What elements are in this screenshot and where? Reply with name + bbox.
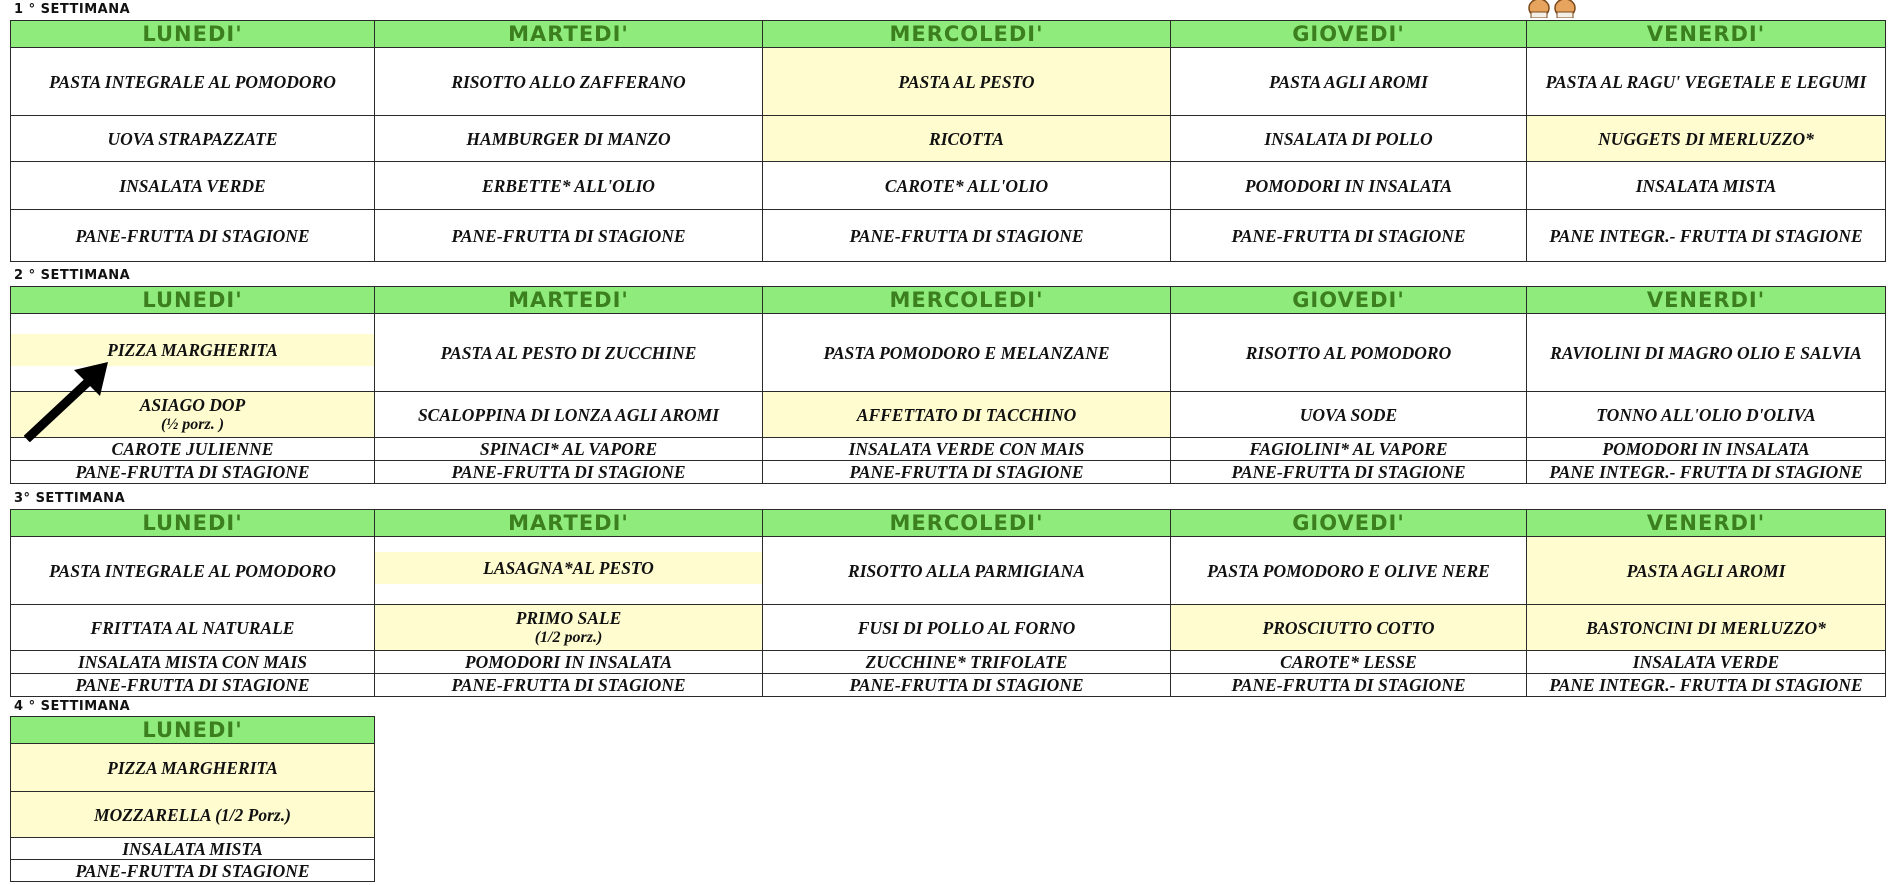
week-1-label: 1 ° SETTIMANA [14, 2, 131, 17]
menu-cell: INSALATA DI POLLO [1171, 116, 1527, 162]
menu-cell: NUGGETS DI MERLUZZO* [1527, 116, 1886, 162]
pizza-margherita-label: PIZZA MARGHERITA [11, 334, 374, 366]
menu-cell: INSALATA MISTA [1527, 162, 1886, 210]
menu-cell: POMODORI IN INSALATA [1527, 438, 1886, 461]
table-row [11, 438, 1886, 461]
table-row [11, 162, 1886, 210]
table-row [11, 838, 375, 860]
week-3-label: 3° SETTIMANA [14, 491, 126, 506]
day-header-giovedi: GIOVEDI' [1171, 510, 1527, 537]
menu-cell: SCALOPPINA DI LONZA AGLI AROMI [375, 392, 763, 438]
menu-cell: PASTA INTEGRALE AL POMODORO [11, 537, 375, 605]
menu-cell: POMODORI IN INSALATA [1171, 162, 1527, 210]
menu-cell: FUSI DI POLLO AL FORNO [763, 605, 1171, 651]
menu-cell: PASTA AL PESTO DI ZUCCHINE [375, 314, 763, 392]
primo-sale-label: PRIMO SALE [515, 607, 622, 628]
menu-cell: INSALATA MISTA CON MAIS [11, 651, 375, 674]
table-row [11, 314, 1886, 392]
menu-cell [375, 605, 763, 651]
menu-cell: INSALATA VERDE CON MAIS [763, 438, 1171, 461]
menu-cell: FAGIOLINI* AL VAPORE [1171, 438, 1527, 461]
table-row [11, 651, 1886, 674]
menu-cell: PANE-FRUTTA DI STAGIONE [11, 461, 375, 484]
menu-cell: PANE-FRUTTA DI STAGIONE [375, 674, 763, 697]
menu-cell: PANE INTEGR.- FRUTTA DI STAGIONE [1527, 461, 1886, 484]
menu-cell: PANE-FRUTTA DI STAGIONE [763, 674, 1171, 697]
menu-cell: UOVA STRAPAZZATE [11, 116, 375, 162]
table-row [11, 48, 1886, 116]
menu-cell: PASTA POMODORO E OLIVE NERE [1171, 537, 1527, 605]
menu-cell: PANE-FRUTTA DI STAGIONE [1171, 210, 1527, 262]
menu-cell: PIZZA MARGHERITA [11, 744, 375, 792]
menu-cell: PASTA AGLI AROMI [1527, 537, 1886, 605]
week-3-table [10, 509, 1886, 697]
menu-cell: PANE INTEGR.- FRUTTA DI STAGIONE [1527, 210, 1886, 262]
menu-cell: RISOTTO ALLO ZAFFERANO [375, 48, 763, 116]
week-4-table [10, 716, 375, 882]
menu-cell: RISOTTO AL POMODORO [1171, 314, 1527, 392]
day-header-lunedi: LUNEDI' [11, 510, 375, 537]
day-header-martedi: MARTEDI' [375, 287, 763, 314]
table-row [11, 744, 375, 792]
day-header-mercoledi: MERCOLEDI' [763, 21, 1171, 48]
table-row [11, 210, 1886, 262]
menu-cell: PROSCIUTTO COTTO [1171, 605, 1527, 651]
menu-cell: PASTA INTEGRALE AL POMODORO [11, 48, 375, 116]
menu-cell: MOZZARELLA (1/2 Porz.) [11, 792, 375, 838]
day-header-venerdi: VENERDI' [1527, 287, 1886, 314]
menu-cell: PANE-FRUTTA DI STAGIONE [763, 210, 1171, 262]
table-row [11, 537, 1886, 605]
menu-cell: UOVA SODE [1171, 392, 1527, 438]
day-header-venerdi: VENERDI' [1527, 21, 1886, 48]
menu-cell: PANE-FRUTTA DI STAGIONE [375, 210, 763, 262]
day-header-lunedi: LUNEDI' [11, 21, 375, 48]
menu-cell: POMODORI IN INSALATA [375, 651, 763, 674]
menu-cell: PANE-FRUTTA DI STAGIONE [11, 210, 375, 262]
menu-cell: HAMBURGER DI MANZO [375, 116, 763, 162]
day-header-lunedi: LUNEDI' [11, 717, 375, 744]
menu-cell: INSALATA MISTA [11, 838, 375, 860]
menu-cell: PASTA POMODORO E MELANZANE [763, 314, 1171, 392]
table-row [11, 792, 375, 838]
day-header-giovedi: GIOVEDI' [1171, 21, 1527, 48]
portion-note: (1/2 porz.) [534, 628, 603, 646]
arrow-up-right-icon [24, 356, 120, 442]
menu-cell: CAROTE JULIENNE [11, 438, 375, 461]
day-header-mercoledi: MERCOLEDI' [763, 510, 1171, 537]
table-row [11, 461, 1886, 484]
menu-cell: PANE-FRUTTA DI STAGIONE [11, 860, 375, 882]
menu-cell: PASTA AL RAGU' VEGETALE E LEGUMI [1527, 48, 1886, 116]
menu-cell: TONNO ALL'OLIO D'OLIVA [1527, 392, 1886, 438]
menu-cell: CAROTE* ALL'OLIO [763, 162, 1171, 210]
table-row [11, 116, 1886, 162]
menu-cell: CAROTE* LESSE [1171, 651, 1527, 674]
menu-cell: RISOTTO ALLA PARMIGIANA [763, 537, 1171, 605]
table-row [11, 860, 375, 882]
menu-cell: PASTA AL PESTO [763, 48, 1171, 116]
table-row [11, 392, 1886, 438]
day-header-martedi: MARTEDI' [375, 510, 763, 537]
table-row [11, 674, 1886, 697]
menu-cell: PANE-FRUTTA DI STAGIONE [375, 461, 763, 484]
week-4-label: 4 ° SETTIMANA [14, 699, 131, 714]
menu-cell: PANE INTEGR.- FRUTTA DI STAGIONE [1527, 674, 1886, 697]
day-header-martedi: MARTEDI' [375, 21, 763, 48]
menu-cell: INSALATA VERDE [1527, 651, 1886, 674]
menu-cell: PANE-FRUTTA DI STAGIONE [763, 461, 1171, 484]
day-header-giovedi: GIOVEDI' [1171, 287, 1527, 314]
menu-cell [375, 537, 763, 605]
menu-cell: AFFETTATO DI TACCHINO [763, 392, 1171, 438]
menu-cell: PANE-FRUTTA DI STAGIONE [11, 674, 375, 697]
week-2-label: 2 ° SETTIMANA [14, 268, 131, 283]
cartoon-feet-icon [1523, 0, 1583, 18]
asiago-label: ASIAGO DOP [139, 394, 246, 415]
menu-cell: PANE-FRUTTA DI STAGIONE [1171, 461, 1527, 484]
menu-cell: RICOTTA [763, 116, 1171, 162]
menu-cell: ZUCCHINE* TRIFOLATE [763, 651, 1171, 674]
week-1-table [10, 20, 1886, 262]
table-row [11, 605, 1886, 651]
menu-cell: RAVIOLINI DI MAGRO OLIO E SALVIA [1527, 314, 1886, 392]
week-2-table [10, 286, 1886, 484]
menu-cell: PANE-FRUTTA DI STAGIONE [1171, 674, 1527, 697]
menu-cell: PASTA AGLI AROMI [1171, 48, 1527, 116]
menu-cell: BASTONCINI DI MERLUZZO* [1527, 605, 1886, 651]
lasagna-label: LASAGNA*AL PESTO [375, 552, 762, 584]
day-header-mercoledi: MERCOLEDI' [763, 287, 1171, 314]
menu-cell: ERBETTE* ALL'OLIO [375, 162, 763, 210]
menu-cell: FRITTATA AL NATURALE [11, 605, 375, 651]
menu-cell: INSALATA VERDE [11, 162, 375, 210]
day-header-venerdi: VENERDI' [1527, 510, 1886, 537]
day-header-lunedi: LUNEDI' [11, 287, 375, 314]
menu-cell: SPINACI* AL VAPORE [375, 438, 763, 461]
portion-note: (½ porz. ) [160, 415, 225, 433]
